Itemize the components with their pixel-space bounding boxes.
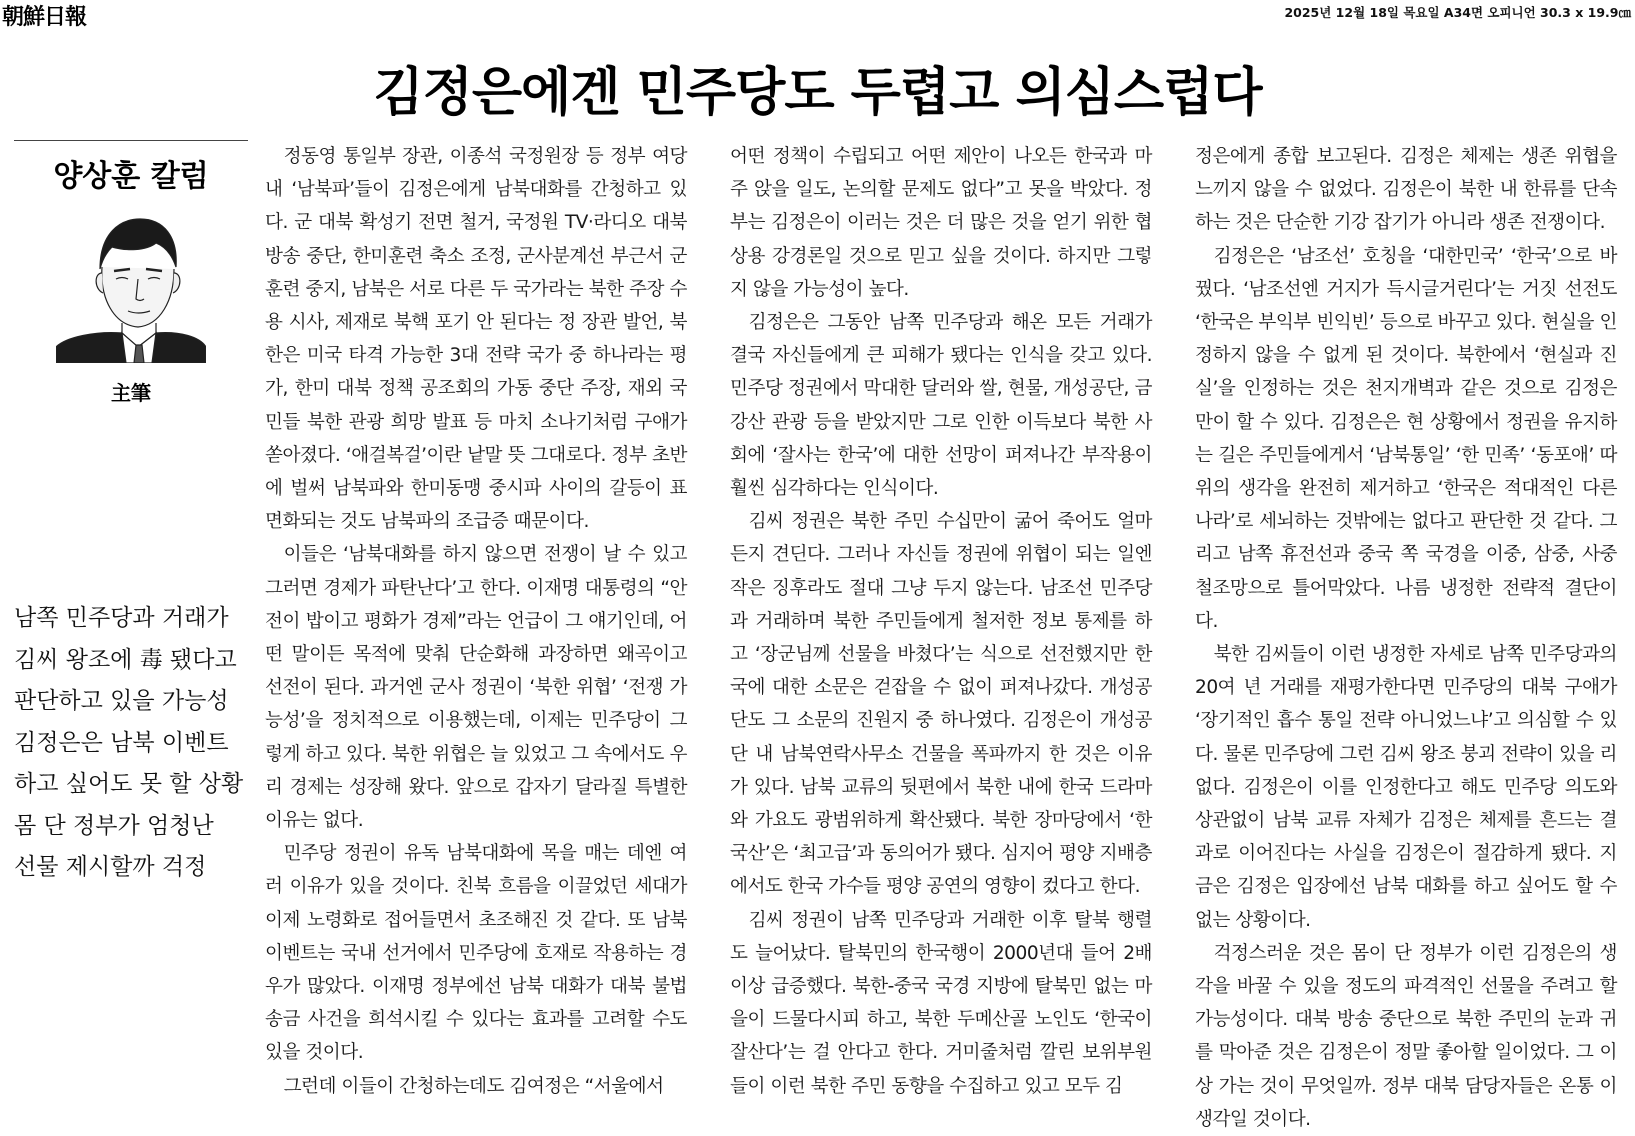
article-paragraph: 정동영 통일부 장관, 이종석 국정원장 등 정부 여당 내 ‘남북파’들이 김정은에게 남북대화를 간청하고 있다. 군 대북 확성기 전면 철거, 국정원 TV·라디오 대북 방송 중단, 한미훈련 축소 조정, 군사분계선 부근서 군 훈련 중지, 남북은 서로 다른 두 국가라는 북한 주장 수용 시사, 제재로 북핵 포기 안 된다는 정 장관 발언, 북한은 미국 타격 가능한 3대 전략 국가 중 하나라는 평가, 한미 대북 정책 공조회의 가동 중단 주장, 재외 국민들 북한 관광 희망 발표 등 마치 소나기처럼 구애가 쏟아졌다. ‘애걸복걸’이란 낱말 뜻 그대로다. 정부 초반에 벌써 남북파와 한미동맹 중시파 사이의 갈등이 표면화되는 것도 남북파의 조급증 때문이다. (265, 146, 687, 533)
pull-quote-line: 김씨 왕조에 毒 됐다고 (14, 646, 237, 673)
pull-quote-line: 몸 단 정부가 엄청난 (14, 812, 214, 839)
pull-quote-line: 판단하고 있을 가능성 (14, 688, 229, 714)
article-paragraph: 어떤 정책이 수립되고 어떤 제안이 나오든 한국과 마주 앉을 일도, 논의할 문제도 없다”고 못을 박았다. 정부는 김정은이 이러는 것은 더 많은 것을 얻기 위한 협상용 강경론일 것으로 믿고 싶을 것이다. 하지만 그렇지 않을 가능성이 높다. (730, 146, 1152, 300)
columnist-portrait (56, 207, 206, 363)
article-paragraph: 북한 김씨들이 이런 냉정한 자세로 남쪽 민주당과의 20여 년 거래를 재평가한다면 민주당의 대북 구애가 ‘장기적인 흡수 통일 전략 아니었느냐’고 의심할 수 있다. 물론 민주당에 그런 김씨 왕조 붕괴 전략이 있을 리 없다. 김정은이 이를 인정한다고 해도 민주당 의도와 상관없이 남북 교류 자체가 김정은 체제를 흔드는 결과로 이어진다는 사실을 김정은이 절감하게 됐다. 지금은 김정은 입장에선 남북 대화를 하고 싶어도 할 수 없는 상황이다. (1195, 644, 1617, 931)
article-paragraph: 이들은 ‘남북대화를 하지 않으면 전쟁이 날 수 있고 그러면 경제가 파탄난다’고 한다. 이재명 대통령의 “안전이 밥이고 평화가 경제”라는 언급이 그 얘기인데, 어떤 말이든 목적에 맞춰 단순화해 과장하면 왜곡이고 선전이 된다. 과거엔 군사 정권이 ‘북한 위협’ ‘전쟁 가능성’을 정치적으로 이용했는데, 이제는 민주당이 그렇게 하고 있다. 북한 위협은 늘 있었고 그 속에서도 우리 경제는 성장해 왔다. 앞으로 갑자기 달라질 특별한 이유는 없다. (265, 544, 687, 832)
article-paragraph: 민주당 정권이 유독 남북대화에 목을 매는 데엔 여러 이유가 있을 것이다. 친북 흐름을 이끌었던 세대가 이제 노령화로 접어들면서 초조해진 것 같다. 또 남북 이벤트는 국내 선거에서 민주당에 호재로 작용하는 경우가 많았다. 이재명 정부에선 남북 대화가 대북 불법송금 사건을 희석시킬 수 있다는 효과를 고려할 수도 있을 것이다. (265, 843, 687, 1064)
pull-quote-line: 하고 싶어도 못 할 상황 (14, 771, 244, 797)
pull-quote-line: 남쪽 민주당과 거래가 (14, 605, 229, 631)
article-column-3 (1195, 140, 1617, 1130)
masthead (0, 0, 1635, 30)
headline: 김정은에겐 민주당도 두렵고 의심스럽다 (373, 63, 1262, 123)
article-paragraph: 김씨 정권이 남쪽 민주당과 거래한 이후 탈북 행렬도 늘어났다. 탈북민의 한국행이 2000년대 들어 2배 이상 급증했다. 북한-중국 국경 지방에 탈북민 없는 마을이 드물다시피 하고, 북한 두메산골 노인도 ‘한국이 잘산다’는 걸 안다고 한다. 거미줄처럼 깔린 보위부원들이 이런 북한 주민 동향을 수집하고 있고 모두 김 (730, 909, 1152, 1097)
pull-quote (14, 598, 250, 889)
byline-box (14, 140, 248, 406)
article-paragraph: 김씨 정권은 북한 주민 수십만이 굶어 죽어도 얼마든지 견딘다. 그러나 자신들 정권에 위협이 되는 일엔 작은 징후라도 절대 그냥 두지 않는다. 남조선 민주당과 거래하며 북한 주민들에게 철저한 정보 통제를 하고 ‘장군님께 선물을 바쳤다’는 식으로 선전했지만 한국에 대한 소문은 걷잡을 수 없이 퍼져나갔다. 개성공단도 그 소문의 진원지 중 하나였다. 김정은이 개성공단 내 남북연락사무소 건물을 폭파까지 한 것은 이유가 있다. 남북 교류의 뒷편에서 북한 내에 한국 드라마와 가요도 광범위하게 확산됐다. 북한 장마당에서 ‘한국산’은 ‘최고급’과 동의어가 됐다. 심지어 평양 지배층에서도 한국 가수들 평양 공연의 영향이 컸다고 한다. (730, 511, 1152, 898)
columnist-role: 主筆 (111, 381, 151, 405)
article-paragraph: 걱정스러운 것은 몸이 단 정부가 이런 김정은의 생각을 바꿀 수 있을 정도의 파격적인 선물을 주려고 할 가능성이다. 대북 방송 중단으로 북한 주민의 눈과 귀를 막아준 것은 김정은이 정말 좋아할 일이었다. 그 이상 가는 것이 무엇일까. 정부 대북 담당자들은 온통 이 생각일 것이다. (1195, 942, 1617, 1130)
column-name: 양상훈 칼럼 (53, 159, 209, 194)
article-column-1 (265, 140, 687, 1097)
pull-quote-line: 선물 제시할까 걱정 (14, 854, 207, 880)
pull-quote-line: 김정은은 남북 이벤트 (14, 729, 229, 756)
byline-divider (14, 140, 248, 141)
article-paragraph: 그런데 이들이 간청하는데도 김여정은 “서울에서 (283, 1075, 664, 1097)
article-column-2 (730, 140, 1152, 1097)
article-paragraph: 김정은은 그동안 남쪽 민주당과 해온 모든 거래가 결국 자신들에게 큰 피해가 됐다는 인식을 갖고 있다. 민주당 정권에서 막대한 달러와 쌀, 현물, 개성공단, 금강산 관광 등을 받았지만 그로 인한 이득보다 북한 사회에 ‘잘사는 한국’에 대한 선망이 퍼져나간 부작용이 훨씬 심각하다는 인식이다. (730, 312, 1152, 500)
dateline: 2025년 12월 18일 목요일 A34면 오피니언 30.3 x 19.9㎝ (1284, 5, 1631, 20)
article-paragraph: 정은에게 종합 보고된다. 김정은 체제는 생존 위협을 느끼지 않을 수 없었다. 김정은이 북한 내 한류를 단속하는 것은 단순한 기강 잡기가 아니라 생존 전쟁이다. (1195, 146, 1617, 234)
newspaper-logo: 朝鮮日報 (2, 4, 87, 30)
article-paragraph: 김정은은 ‘남조선’ 호칭을 ‘대한민국’ ‘한국’으로 바꿨다. ‘남조선엔 거지가 득시글거린다’는 거짓 선전도 ‘한국은 부익부 빈익빈’ 등으로 바꾸고 있다. 현실을 인정하지 않을 수 없게 된 것이다. 북한에서 ‘현실과 진실’을 인정하는 것은 천지개벽과 같은 것으로 김정은만이 할 수 있다. 김정은은 현 상황에서 정권을 유지하는 길은 주민들에게서 ‘남북통일’ ‘한 민족’ ‘동포애’ 따위의 생각을 완전히 제거하고 ‘한국은 적대적인 다른 나라’로 세뇌하는 것밖에는 없다고 판단한 것 같다. 그리고 남쪽 휴전선과 중국 쪽 국경을 이중, 삼중, 사중 철조망으로 틀어막았다. 나름 냉정한 전략적 결단이다. (1195, 245, 1617, 632)
